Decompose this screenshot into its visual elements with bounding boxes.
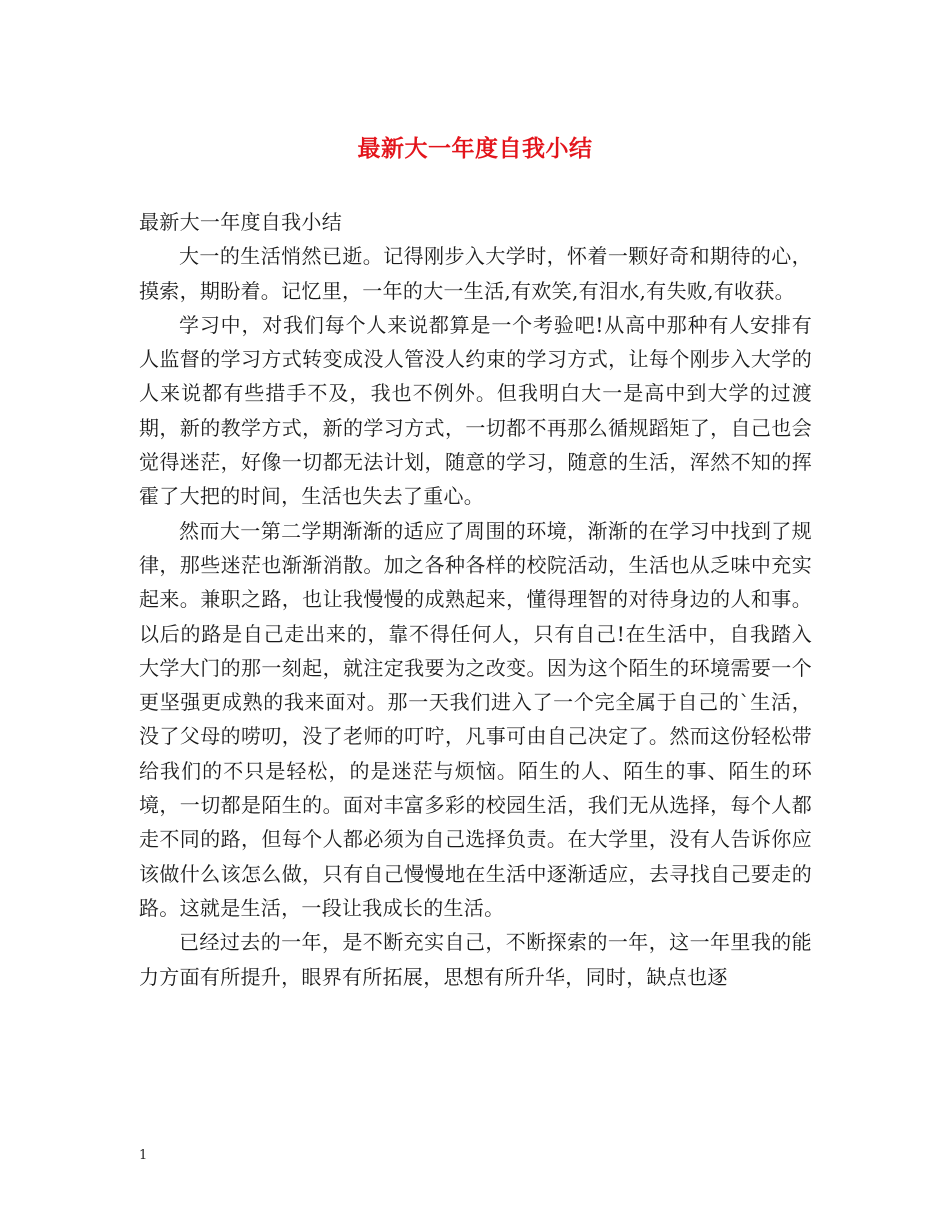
document-subtitle: 最新大一年度自我小结 (139, 210, 342, 234)
paragraph-2: 学习中，对我们每个人来说都算是一个考验吧!从高中那种有人安排有人监督的学习方式转变成没人管没人约束的学习方式，让每个刚步入大学的人来说都有些措手不及，我也不例外。但我明白大一是高中到大学的过渡期，新的教学方式，新的学习方式，一切都不再那么循规蹈矩了，自己也会觉得迷茫，好像一切都无法计划，随意的学习，随意的生活，浑然不知的挥霍了大把的时间，生活也失去了重心。 (139, 312, 812, 509)
document-body (139, 205, 812, 994)
paragraph-4: 已经过去的一年，是不断充实自己，不断探索的一年，这一年里我的能力方面有所提升，眼界有所拓展，思想有所升华，同时，缺点也逐 (139, 930, 812, 989)
document-title: 最新大一年度自我小结 (357, 135, 593, 162)
paragraph-1: 大一的生活悄然已逝。记得刚步入大学时，怀着一颗好奇和期待的心，摸索，期盼着。记忆里，一年的大一生活,有欢笑,有泪水,有失败,有收获。 (139, 244, 812, 303)
paragraph-3: 然而大一第二学期渐渐的适应了周围的环境，渐渐的在学习中找到了规律，那些迷茫也渐渐消散。加之各种各样的校院活动，生活也从乏味中充实起来。兼职之路，也让我慢慢的成熟起来，懂得理智的对待身边的人和事。以后的路是自己走出来的，靠不得任何人，只有自己!在生活中，自我踏入大学大门的那一刻起，就注定我要为之改变。因为这个陌生的环境需要一个更坚强更成熟的我来面对。那一天我们进入了一个完全属于自己的`生活，没了父母的唠叨，没了老师的叮咛，凡事可由自己决定了。然而这份轻松带给我们的不只是轻松，的是迷茫与烦恼。陌生的人、陌生的事、陌生的环境，一切都是陌生的。面对丰富多彩的校园生活，我们无从选择，每个人都走不同的路，但每个人都必须为自己选择负责。在大学里，没有人告诉你应该做什么该怎么做，只有自己慢慢地在生活中逐渐适应，去寻找自己要走的路。这就是生活，一段让我成长的生活。 (139, 518, 812, 920)
page-number: 1 (139, 1148, 148, 1163)
